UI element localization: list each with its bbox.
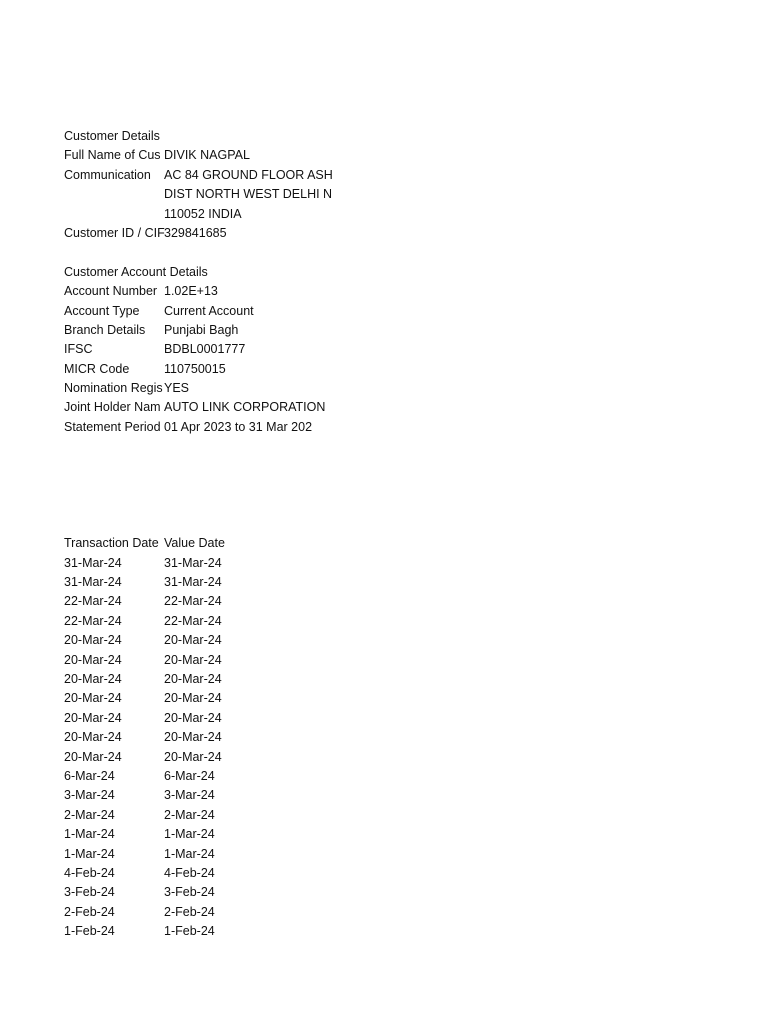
- transaction-date-cell: 3-Mar-24: [64, 788, 115, 803]
- table-row: [64, 922, 724, 941]
- transaction-date-cell: 2-Feb-24: [64, 904, 115, 919]
- value-date-cell: 20-Mar-24: [164, 710, 222, 725]
- table-row: [64, 554, 724, 573]
- transaction-date-cell: 31-Mar-24: [64, 555, 122, 570]
- value-date-cell: 20-Mar-24: [164, 671, 222, 686]
- value-date-cell: 1-Mar-24: [164, 846, 215, 861]
- table-row: [64, 612, 724, 631]
- transaction-date-cell: 20-Mar-24: [64, 671, 122, 686]
- value-date-cell: 4-Feb-24: [164, 865, 215, 880]
- value-date-cell: 3-Feb-24: [164, 885, 215, 900]
- communication-value-line-1: AC 84 GROUND FLOOR ASH: [164, 167, 333, 182]
- account-type-value: Current Account: [164, 303, 254, 318]
- communication-row: [64, 166, 724, 185]
- nomination-label: Nomination Regis: [64, 381, 163, 396]
- full-name-value: DIVIK NAGPAL: [164, 148, 250, 163]
- transaction-date-cell: 4-Feb-24: [64, 865, 115, 880]
- value-date-cell: 31-Mar-24: [164, 575, 222, 590]
- account-details-title: Customer Account Details: [64, 264, 208, 279]
- value-date-cell: 6-Mar-24: [164, 768, 215, 783]
- value-date-cell: 20-Mar-24: [164, 730, 222, 745]
- full-name-row: [64, 146, 724, 165]
- transaction-date-cell: 3-Feb-24: [64, 885, 115, 900]
- statement-period-value: 01 Apr 2023 to 31 Mar 202: [164, 419, 313, 434]
- account-number-row: [64, 282, 724, 301]
- joint-holder-label: Joint Holder Nam: [64, 400, 161, 415]
- table-row: [64, 864, 724, 883]
- branch-row: [64, 321, 724, 340]
- branch-value: Punjabi Bagh: [164, 322, 239, 337]
- joint-holder-value: AUTO LINK CORPORATION: [164, 400, 326, 415]
- value-date-cell: 20-Mar-24: [164, 652, 222, 667]
- table-row: [64, 825, 724, 844]
- table-row: [64, 592, 724, 611]
- value-date-cell: 22-Mar-24: [164, 613, 222, 628]
- customer-id-row: [64, 224, 724, 243]
- micr-label: MICR Code: [64, 361, 130, 376]
- value-date-cell: 22-Mar-24: [164, 594, 222, 609]
- transaction-date-cell: 22-Mar-24: [64, 613, 122, 628]
- transaction-date-cell: 6-Mar-24: [64, 768, 115, 783]
- table-row: [64, 631, 724, 650]
- joint-holder-row: [64, 398, 724, 417]
- value-date-cell: 2-Mar-24: [164, 807, 215, 822]
- table-row: [64, 670, 724, 689]
- section-spacer-large: [64, 437, 724, 534]
- statement-period-label: Statement Period: [64, 419, 161, 434]
- table-row: [64, 903, 724, 922]
- micr-value: 110750015: [164, 361, 226, 376]
- table-row: [64, 689, 724, 708]
- account-type-label: Account Type: [64, 303, 140, 318]
- table-row: [64, 748, 724, 767]
- value-date-cell: 20-Mar-24: [164, 691, 222, 706]
- account-type-row: [64, 302, 724, 321]
- account-number-value: 1.02E+13: [164, 284, 218, 299]
- communication-row-2: [64, 185, 724, 204]
- value-date-cell: 3-Mar-24: [164, 788, 215, 803]
- full-name-label: Full Name of Cus: [64, 148, 161, 163]
- ifsc-label: IFSC: [64, 342, 93, 357]
- transaction-date-cell: 20-Mar-24: [64, 710, 122, 725]
- nomination-row: [64, 379, 724, 398]
- table-row: [64, 728, 724, 747]
- transaction-date-cell: 20-Mar-24: [64, 652, 122, 667]
- table-row: [64, 767, 724, 786]
- table-row: [64, 651, 724, 670]
- customer-id-label: Customer ID / CIF: [64, 225, 165, 240]
- communication-row-3: [64, 205, 724, 224]
- transaction-date-cell: 20-Mar-24: [64, 691, 122, 706]
- table-row: [64, 845, 724, 864]
- micr-row: [64, 360, 724, 379]
- communication-value-line-2: DIST NORTH WEST DELHI N: [164, 187, 333, 202]
- statement-period-row: [64, 418, 724, 437]
- customer-details-title: Customer Details: [64, 129, 160, 143]
- ifsc-value: BDBL0001777: [164, 342, 246, 357]
- transaction-date-cell: 20-Mar-24: [64, 749, 122, 764]
- table-row: [64, 806, 724, 825]
- transaction-date-cell: 22-Mar-24: [64, 594, 122, 609]
- transaction-date-header: Transaction Date: [64, 536, 159, 551]
- value-date-cell: 31-Mar-24: [164, 555, 222, 570]
- customer-id-value: 329841685: [164, 225, 227, 240]
- transaction-date-cell: 31-Mar-24: [64, 575, 122, 590]
- table-row: [64, 883, 724, 902]
- transaction-date-cell: 2-Mar-24: [64, 807, 115, 822]
- communication-label: Communication: [64, 167, 151, 182]
- account-details-title-row: [64, 263, 724, 282]
- table-row: [64, 573, 724, 592]
- section-spacer: [64, 243, 724, 262]
- transactions-header-row: [64, 534, 724, 553]
- nomination-value: YES: [164, 381, 190, 396]
- statement-sheet: [64, 127, 724, 941]
- branch-label: Branch Details: [64, 322, 146, 337]
- ifsc-row: [64, 340, 724, 359]
- transaction-date-cell: 1-Mar-24: [64, 827, 115, 842]
- table-row: [64, 786, 724, 805]
- communication-value-line-3: 110052 INDIA: [164, 206, 242, 221]
- customer-details-title-row: [64, 127, 724, 146]
- transaction-date-cell: 1-Mar-24: [64, 846, 115, 861]
- transaction-date-cell: 1-Feb-24: [64, 924, 115, 939]
- value-date-cell: 2-Feb-24: [164, 904, 215, 919]
- value-date-cell: 1-Feb-24: [164, 924, 215, 939]
- table-row: [64, 709, 724, 728]
- transactions-table-body: [64, 554, 724, 942]
- transaction-date-cell: 20-Mar-24: [64, 633, 122, 648]
- value-date-cell: 20-Mar-24: [164, 633, 222, 648]
- transaction-date-cell: 20-Mar-24: [64, 730, 122, 745]
- value-date-header: Value Date: [164, 536, 225, 551]
- value-date-cell: 1-Mar-24: [164, 827, 215, 842]
- value-date-cell: 20-Mar-24: [164, 749, 222, 764]
- account-number-label: Account Number: [64, 284, 158, 299]
